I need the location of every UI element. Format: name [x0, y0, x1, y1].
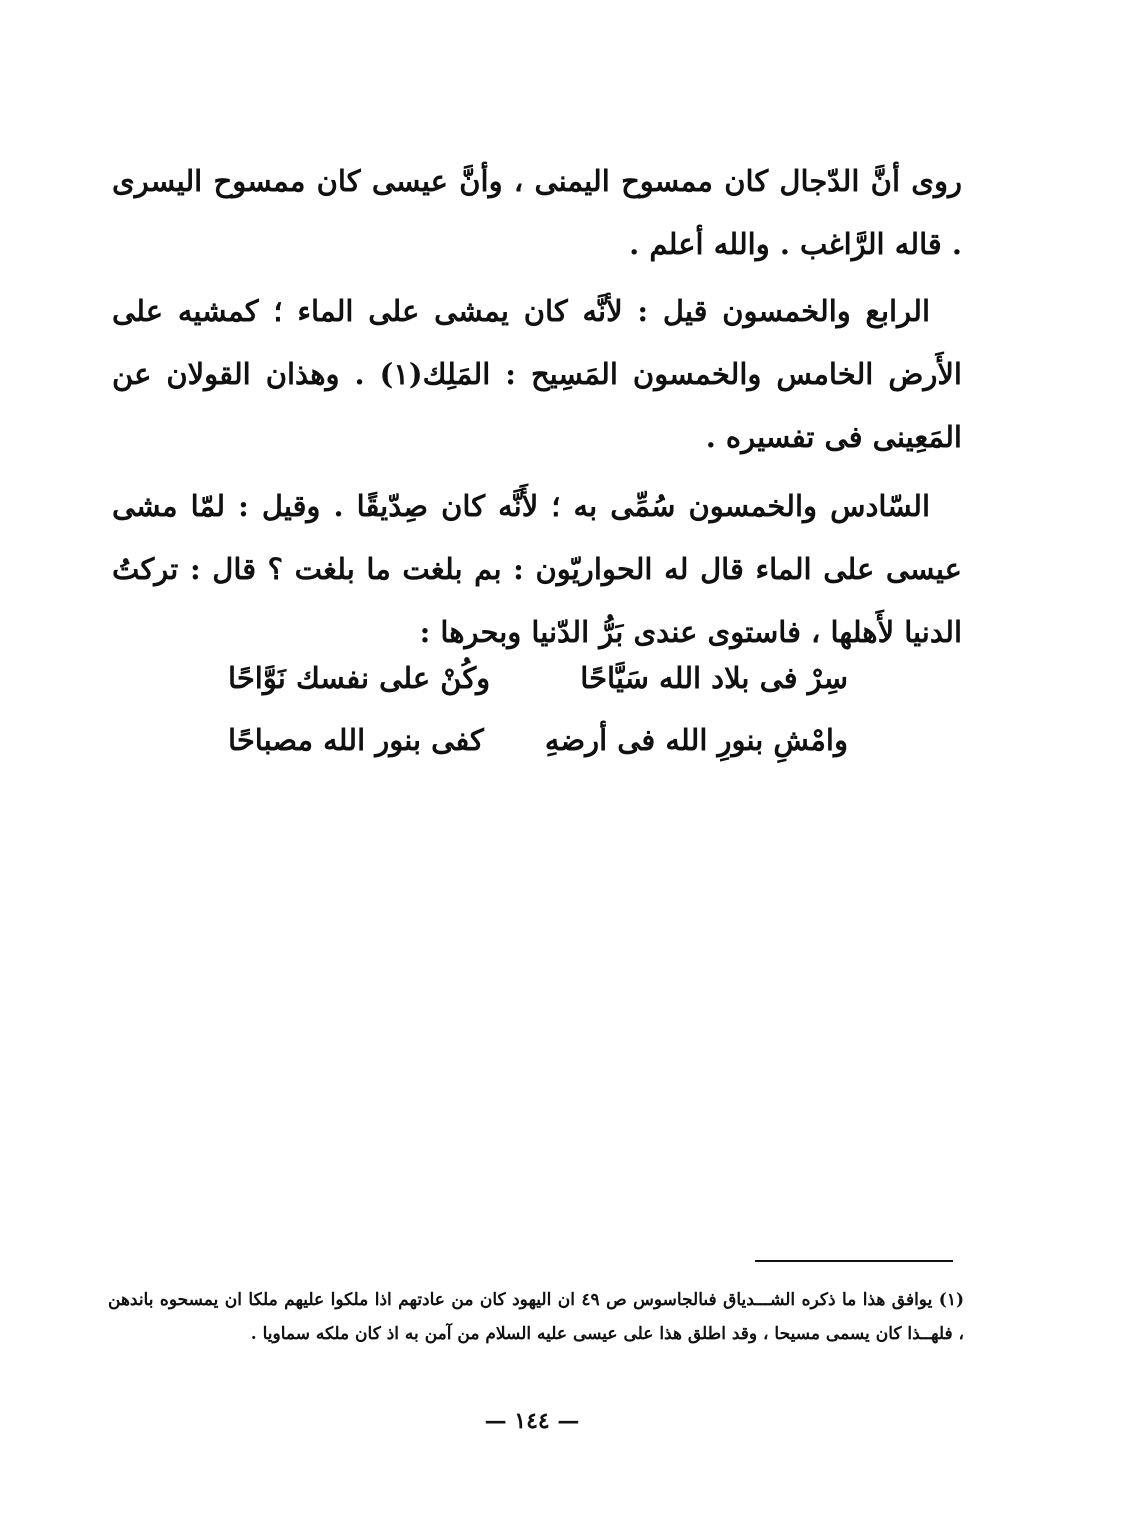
paragraph-3: السّادس والخمسون سُمِّى به ؛ لأَنَّه كان صِدّيقًا . وقيل : لمّا مشى عيسى على الماء قال له الحواريّون : بم بلغت ما بلغت ؟ قال : تركتُ الدنيا لأَهلها ، فاستوى عندى بَرُّ الدّنيا وبحرها :: [112, 489, 962, 649]
verse-1-first-hemistich: سِرْ فى بلاد الله سَيَّاحًا: [580, 661, 848, 695]
verse-1-second-hemistich: وكُنْ على نفسك نَوَّاحًا: [228, 661, 491, 695]
paragraph-2: الرابع والخمسون قيل : لأنَّه كان يمشى على الماء ؛ كمشيه على الأَرض الخامس والخمسون المَسِيح : المَلِك(١) . وهذان القولان عن المَعِينى فى تفسيره .: [112, 294, 962, 454]
paragraph-1: روى أنَّ الدّجال كان ممسوح اليمنى ، وأنَّ عيسى كان ممسوح اليسرى . قاله الرَّاغب . والله أعلم .: [112, 164, 962, 261]
footnote: (١) يوافق هذا ما ذكره الشـــدياق فىالجاسوس ص ٤٩ ان اليهود كان من عادتهم اذا ملكوا عليهم ملكا ان يمسحوه باندهن ، فلهــذا كان يسمى مسيحا ، وقد اطلق هذا على عيسى عليه السلام من آمن به اذ كان ملكه سماويا .: [108, 1290, 965, 1344]
verse-2-second-hemistich: كفى بنور الله مصباحًا: [228, 723, 484, 757]
footnote-divider: [755, 1260, 953, 1262]
poem-verse-1: [228, 658, 848, 698]
page-number: — ١٤٤ —: [484, 1408, 580, 1434]
verse-2-first-hemistich: وامْشِ بنورِ الله فى أرضهِ: [544, 723, 848, 757]
poem-verse-2: [228, 720, 848, 760]
